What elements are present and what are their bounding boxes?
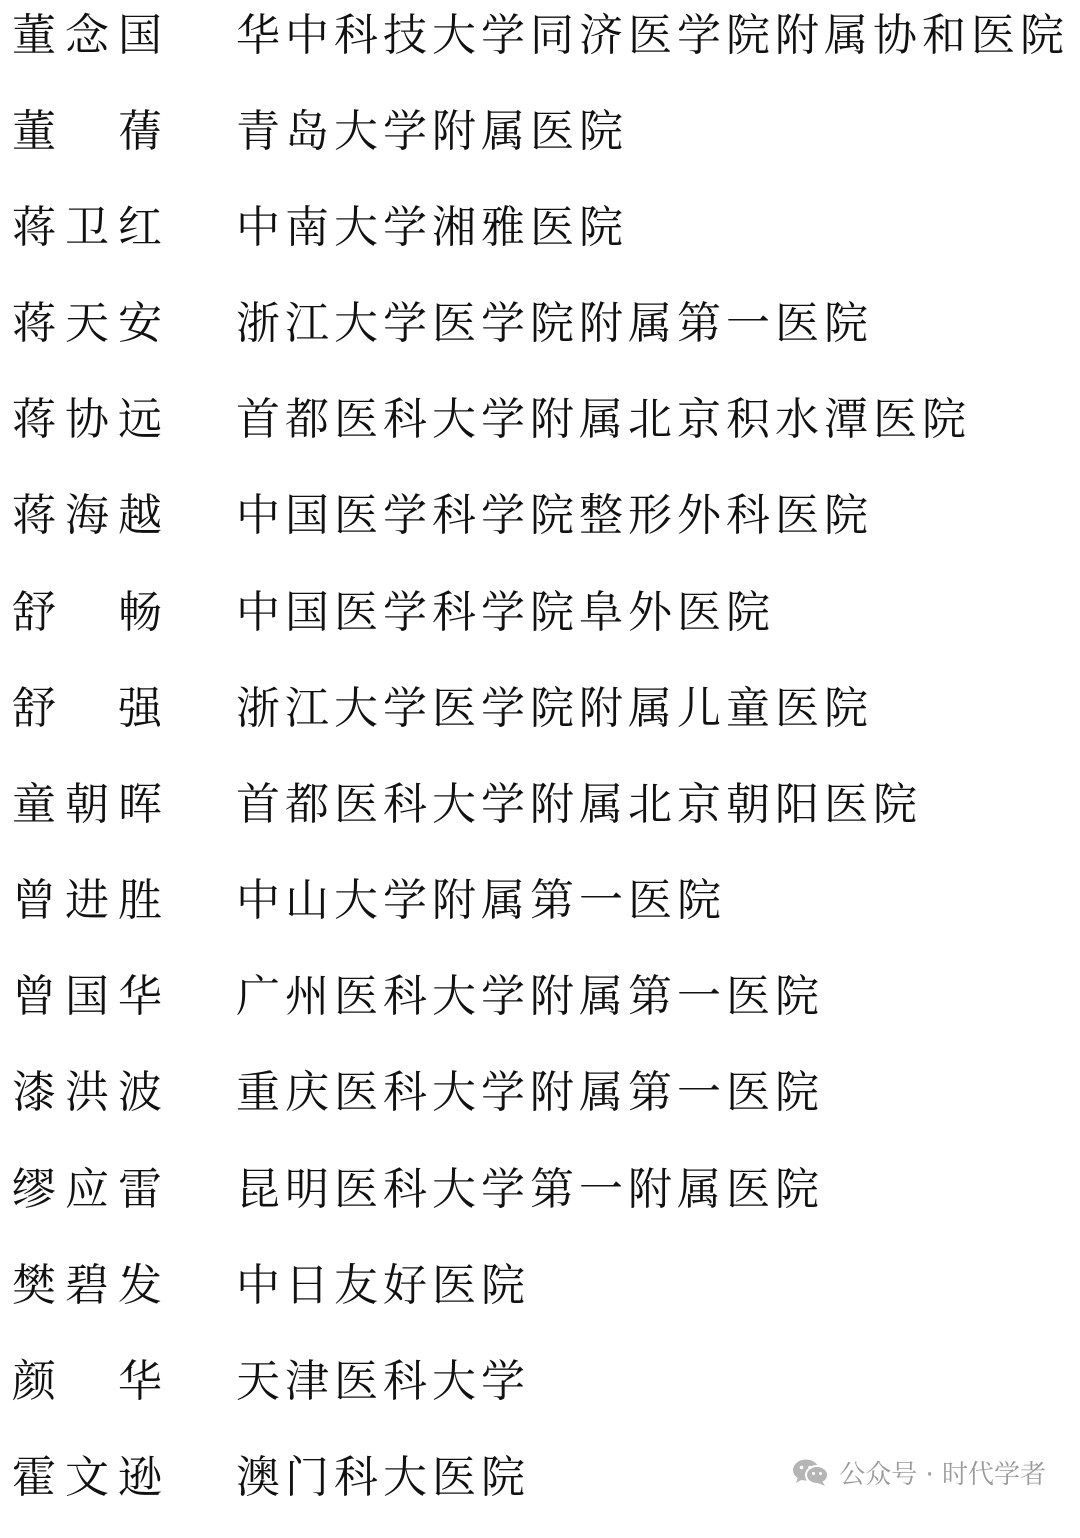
institution: 首都医科大学附属北京积水潭医院 bbox=[236, 394, 971, 445]
person-name bbox=[12, 488, 162, 544]
name-char: 安 bbox=[118, 298, 162, 349]
person-name bbox=[12, 969, 162, 1025]
name-char: 漆 bbox=[12, 1067, 56, 1118]
name-char: 发 bbox=[118, 1260, 162, 1311]
person-name bbox=[12, 585, 162, 641]
name-char: 蒋 bbox=[12, 394, 56, 445]
name-char: 红 bbox=[118, 202, 162, 253]
name-char: 舒 bbox=[12, 683, 56, 734]
institution: 浙江大学医学院附属第一医院 bbox=[236, 298, 873, 349]
name-char: 朝 bbox=[65, 779, 109, 830]
institution: 中日友好医院 bbox=[236, 1260, 530, 1311]
list-item bbox=[0, 577, 1080, 673]
institution: 天津医科大学 bbox=[236, 1356, 530, 1407]
institution: 广州医科大学附属第一医院 bbox=[236, 971, 824, 1022]
name-char: 颜 bbox=[12, 1356, 56, 1407]
name-char: 协 bbox=[65, 394, 109, 445]
name-char: 晖 bbox=[118, 779, 162, 830]
name-char: 蒨 bbox=[118, 106, 162, 157]
institution: 华中科技大学同济医学院附属协和医院 bbox=[236, 10, 1069, 61]
name-char: 霍 bbox=[12, 1452, 56, 1503]
person-name bbox=[12, 1450, 162, 1506]
list-item bbox=[0, 192, 1080, 288]
name-char: 国 bbox=[118, 10, 162, 61]
name-char: 畅 bbox=[118, 587, 162, 638]
name-char: 蒋 bbox=[12, 298, 56, 349]
person-name bbox=[12, 777, 162, 833]
name-char: 波 bbox=[118, 1067, 162, 1118]
name-char: 董 bbox=[12, 106, 56, 157]
list-item bbox=[0, 1346, 1080, 1442]
name-char: 洪 bbox=[65, 1067, 109, 1118]
list-item bbox=[0, 1057, 1080, 1153]
person-name bbox=[12, 296, 162, 352]
name-char: 缪 bbox=[12, 1164, 56, 1215]
person-name bbox=[12, 104, 162, 160]
name-char: 远 bbox=[118, 394, 162, 445]
person-name bbox=[12, 1065, 162, 1121]
list-item bbox=[0, 96, 1080, 192]
name-char: 文 bbox=[65, 1452, 109, 1503]
name-char: 蒋 bbox=[12, 202, 56, 253]
list-item bbox=[0, 1250, 1080, 1346]
person-name bbox=[12, 1354, 162, 1410]
person-name bbox=[12, 1258, 162, 1314]
institution: 浙江大学医学院附属儿童医院 bbox=[236, 683, 873, 734]
wechat-icon bbox=[791, 1457, 831, 1487]
person-name bbox=[12, 200, 162, 256]
name-char: 曾 bbox=[12, 971, 56, 1022]
list-item bbox=[0, 769, 1080, 865]
name-char: 进 bbox=[65, 875, 109, 926]
person-name bbox=[12, 873, 162, 929]
institution: 中国医学科学院阜外医院 bbox=[236, 587, 775, 638]
institution: 重庆医科大学附属第一医院 bbox=[236, 1067, 824, 1118]
name-char: 胜 bbox=[118, 875, 162, 926]
list-item bbox=[0, 673, 1080, 769]
institution: 青岛大学附属医院 bbox=[236, 106, 628, 157]
name-char: 蒋 bbox=[12, 490, 56, 541]
institution: 首都医科大学附属北京朝阳医院 bbox=[236, 779, 922, 830]
name-char: 董 bbox=[12, 10, 56, 61]
name-char: 强 bbox=[118, 683, 162, 734]
person-name bbox=[12, 392, 162, 448]
list-item bbox=[0, 384, 1080, 480]
name-char: 国 bbox=[65, 971, 109, 1022]
name-char: 华 bbox=[118, 1356, 162, 1407]
person-name bbox=[12, 1162, 162, 1218]
name-char: 念 bbox=[65, 10, 109, 61]
institution: 中南大学湘雅医院 bbox=[236, 202, 628, 253]
person-name bbox=[12, 681, 162, 737]
name-char: 逊 bbox=[118, 1452, 162, 1503]
name-char: 碧 bbox=[65, 1260, 109, 1311]
person-name bbox=[12, 8, 162, 64]
institution: 澳门科大医院 bbox=[236, 1452, 530, 1503]
name-char: 曾 bbox=[12, 875, 56, 926]
list-item bbox=[0, 288, 1080, 384]
name-char: 舒 bbox=[12, 587, 56, 638]
name-char: 卫 bbox=[65, 202, 109, 253]
name-char: 海 bbox=[65, 490, 109, 541]
list-item bbox=[0, 865, 1080, 961]
name-char: 越 bbox=[118, 490, 162, 541]
institution: 中山大学附属第一医院 bbox=[236, 875, 726, 926]
name-char: 天 bbox=[65, 298, 109, 349]
name-char: 樊 bbox=[12, 1260, 56, 1311]
list-item bbox=[0, 480, 1080, 576]
watermark bbox=[791, 1452, 1046, 1492]
watermark-text: 公众号 · 时代学者 bbox=[839, 1459, 1046, 1490]
list-item bbox=[0, 961, 1080, 1057]
name-char: 雷 bbox=[118, 1164, 162, 1215]
name-char: 华 bbox=[118, 971, 162, 1022]
name-char: 应 bbox=[65, 1164, 109, 1215]
institution: 中国医学科学院整形外科医院 bbox=[236, 490, 873, 541]
list-item bbox=[0, 0, 1080, 96]
list-item bbox=[0, 1154, 1080, 1250]
name-char: 童 bbox=[12, 779, 56, 830]
institution: 昆明医科大学第一附属医院 bbox=[236, 1164, 824, 1215]
